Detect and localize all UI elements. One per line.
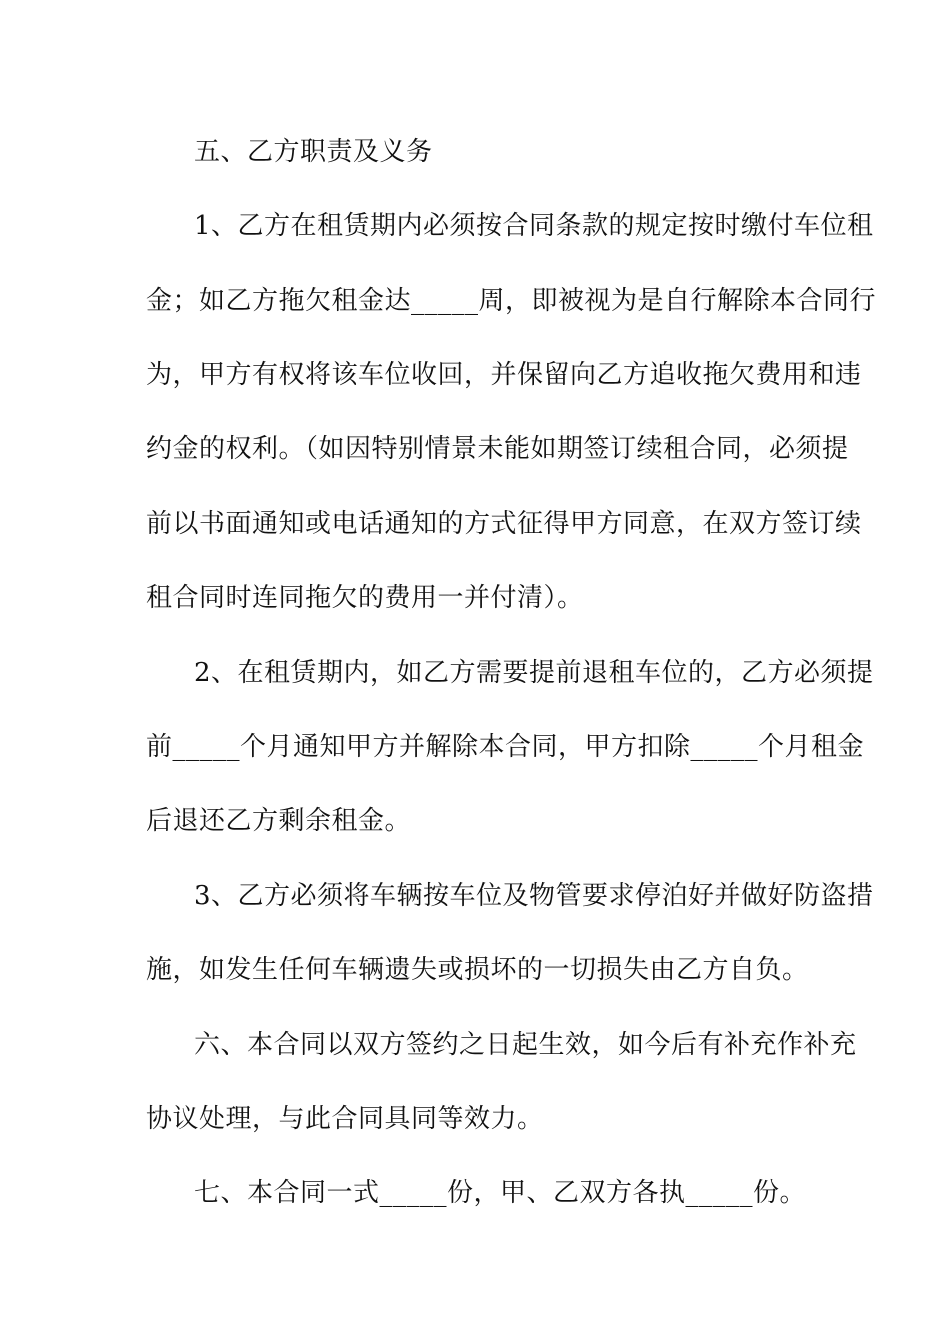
paragraph-line: 协议处理，与此合同具同等效力。	[146, 1104, 544, 1134]
paragraph-line: 施，如发生任何车辆遗失或损坏的一切损失由乙方自负。	[146, 955, 809, 985]
paragraph-line: 1、乙方在租赁期内必须按合同条款的规定按时缴付车位租	[194, 211, 874, 241]
paragraph-line: 租合同时连同拖欠的费用一并付清）。	[146, 583, 584, 613]
paragraph-line: 2、在租赁期内，如乙方需要提前退租车位的，乙方必须提	[194, 658, 874, 688]
paragraph-line: 3、乙方必须将车辆按车位及物管要求停泊好并做好防盗措	[194, 881, 874, 911]
paragraph-line: 约金的权利。（如因特别情景未能如期签订续租合同，必须提	[146, 434, 849, 464]
paragraph-line: 后退还乙方剩余租金。	[146, 806, 412, 836]
section-heading-7: 七、本合同一式_____份，甲、乙双方各执_____份。	[194, 1178, 807, 1208]
paragraph-line: 金；如乙方拖欠租金达_____周，即被视为是自行解除本合同行	[146, 286, 877, 316]
paragraph-line: 为，甲方有权将该车位收回，并保留向乙方追收拖欠费用和违	[146, 360, 862, 390]
paragraph-line: 前_____个月通知甲方并解除本合同，甲方扣除_____个月租金	[146, 732, 865, 762]
section-heading-6: 六、本合同以双方签约之日起生效，如今后有补充作补充	[194, 1030, 857, 1060]
paragraph-line: 前以书面通知或电话通知的方式征得甲方同意，在双方签订续	[146, 509, 862, 539]
section-heading-5: 五、乙方职责及义务	[194, 137, 433, 167]
